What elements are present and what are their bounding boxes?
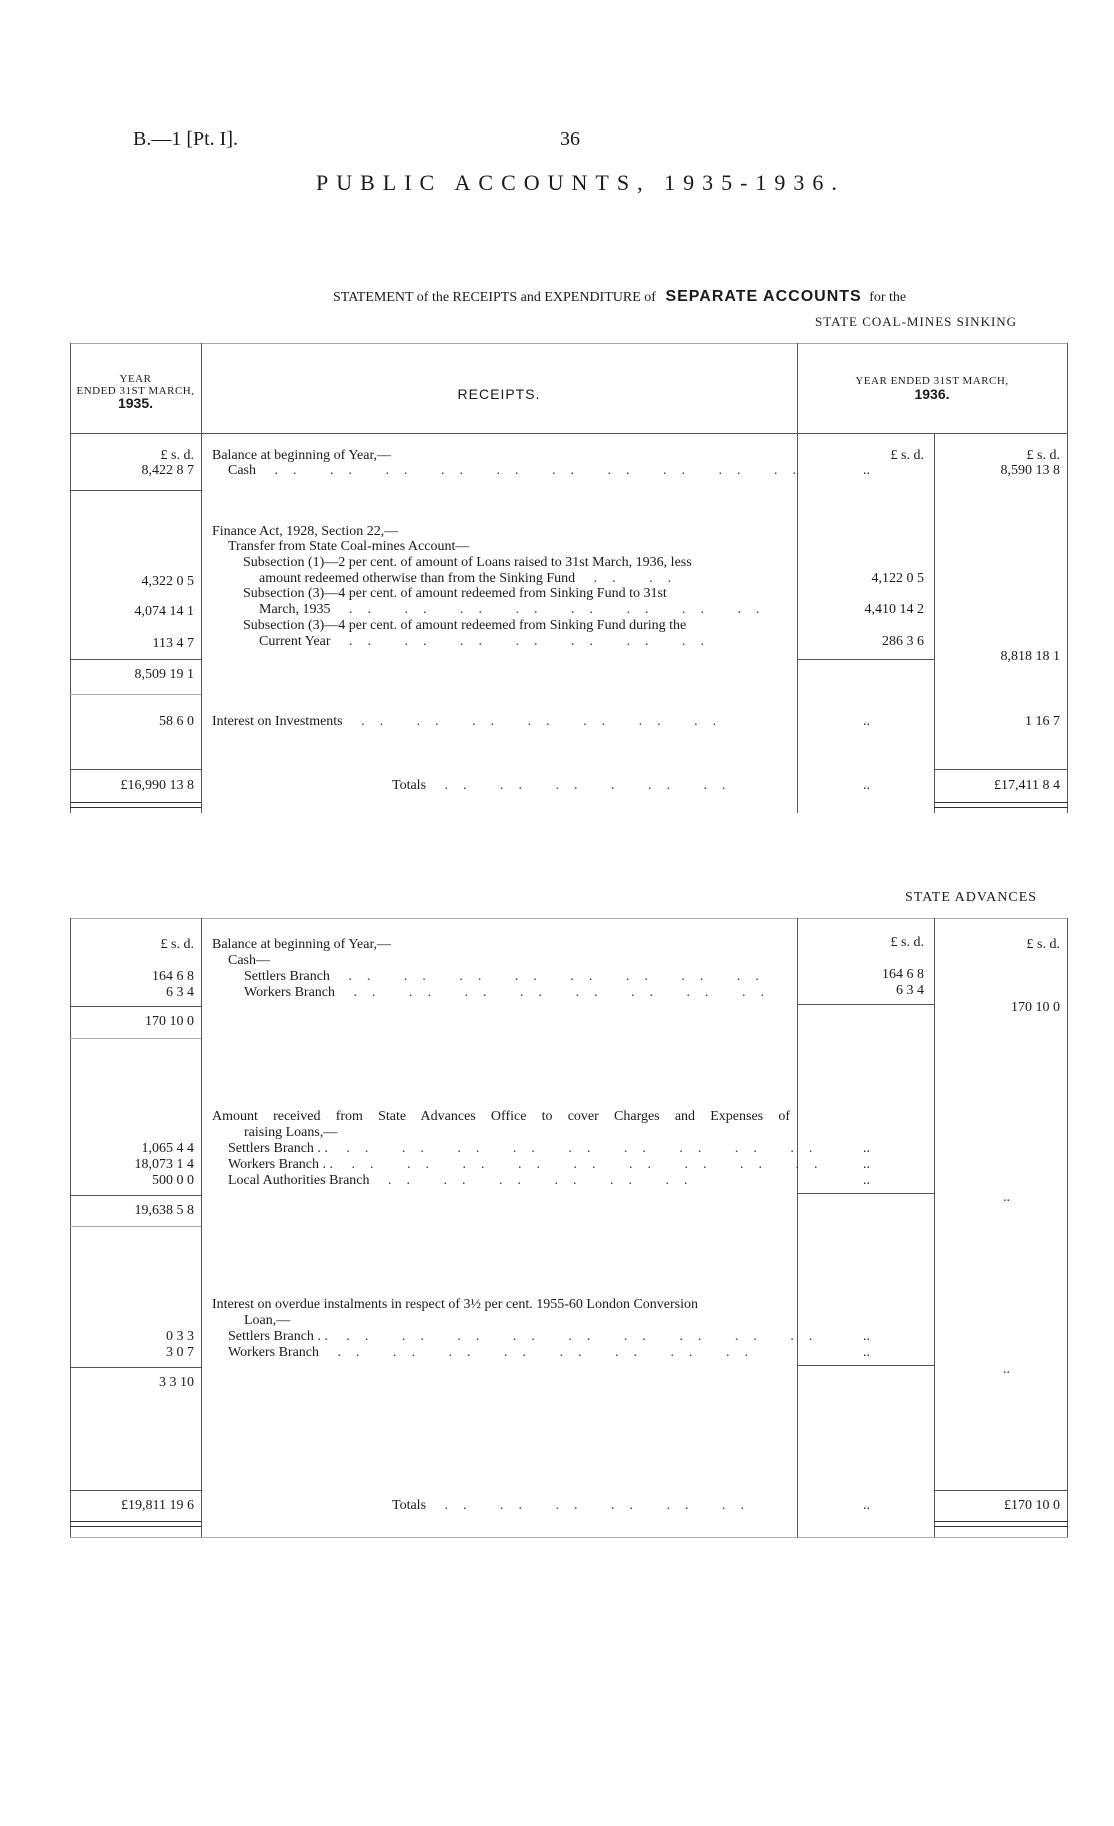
cash-text: Cash — [228, 463, 256, 478]
subsection-3-line1: Subsection (3)—4 per cent. of amount redeemed from Sinking Fund during the — [243, 618, 687, 633]
subsection-2-line1: Subsection (3)—4 per cent. of amount redeemed from Sinking Fund to 31st — [243, 586, 667, 601]
amount-cell: .. — [863, 1345, 870, 1360]
rule — [70, 1006, 201, 1007]
settlers-label — [244, 969, 774, 985]
page-number: 36 — [560, 128, 580, 150]
unit-label: £ s. d. — [890, 448, 924, 463]
leader-dots: .. .. .. .. .. .. .. — [342, 714, 732, 729]
amount-cell: 4,410 14 2 — [864, 602, 924, 617]
account-name: STATE COAL-MINES SINKING — [815, 314, 1018, 329]
totals-label — [392, 778, 741, 794]
settlers-text: Settlers Branch — [244, 969, 330, 984]
unit-label: £ s. d. — [160, 448, 194, 463]
amount-cell: .. — [1003, 1190, 1010, 1205]
leader-dots: .. .. .. .. .. .. .. .. — [319, 1345, 764, 1360]
rule — [70, 918, 1068, 919]
amount-cell: .. — [863, 463, 870, 478]
amount-cell: .. — [863, 778, 870, 793]
header-year-right: 1936. — [914, 386, 950, 402]
leader-dots: .. .. .. .. .. .. — [369, 1173, 703, 1188]
balance-label: Balance at beginning of Year,— — [212, 448, 392, 463]
rule — [70, 694, 201, 695]
amount-grand-total: £17,411 8 4 — [994, 778, 1060, 793]
leader-dots: .. .. .. .. .. .. — [426, 1498, 760, 1513]
double-rule — [934, 802, 1068, 808]
leader-dots: .. .. .. .. .. .. .. .. — [335, 985, 780, 1000]
int-settlers-text: Settlers Branch . . — [228, 1329, 328, 1344]
amount-total: 170 10 0 — [1011, 1000, 1060, 1015]
amount-cell: .. — [863, 1141, 870, 1156]
amt-local-text: Local Authorities Branch — [228, 1173, 370, 1188]
amount-grand-total: £170 10 0 — [1004, 1498, 1060, 1513]
balance-label: Balance at beginning of Year,— — [212, 937, 392, 952]
double-rule — [70, 802, 201, 808]
cash-label: Cash— — [228, 953, 270, 968]
int-workers-label — [228, 1345, 763, 1361]
rule — [70, 1038, 201, 1039]
page-reference: B.—1 [Pt. I]. — [133, 128, 238, 150]
sub1-text: amount redeemed otherwise than from the Sinking Fund — [259, 571, 576, 586]
amt-workers-text: Workers Branch . . — [228, 1157, 334, 1172]
amount-cell: 0 3 3 — [166, 1329, 194, 1344]
rule — [70, 1537, 1068, 1538]
leader-dots: .. .. .. . .. .. — [426, 778, 741, 793]
statement-heading-c: for the — [869, 290, 907, 305]
rule — [797, 659, 934, 660]
interest-text: Interest on Investments — [212, 714, 343, 729]
totals-label — [392, 1498, 759, 1514]
amount-cell: 18,073 1 4 — [134, 1157, 194, 1172]
leader-dots: .. .. .. .. .. .. .. .. .. — [327, 1141, 828, 1156]
amount-cell: .. — [863, 1157, 870, 1172]
amount-received-line2: raising Loans,— — [244, 1125, 338, 1140]
interest-label — [212, 714, 731, 730]
col-rule — [1067, 343, 1068, 813]
amount-cell: 8,590 13 8 — [1000, 463, 1060, 478]
col-rule — [934, 918, 935, 1538]
interest-overdue-line2: Loan,— — [244, 1313, 291, 1328]
amount-cell: 8,422 8 7 — [141, 463, 194, 478]
rule — [934, 769, 1068, 770]
amt-local-label — [228, 1173, 703, 1189]
amt-workers-label — [228, 1157, 833, 1173]
totals-text: Totals — [392, 1498, 427, 1513]
amt-settlers-label — [228, 1141, 827, 1157]
amount-cell: 6 3 4 — [896, 983, 924, 998]
amount-cell: 164 6 8 — [152, 969, 194, 984]
col-rule — [70, 343, 71, 813]
col-rule — [201, 918, 202, 1538]
amount-cell: 1 16 7 — [1025, 714, 1060, 729]
col-rule — [797, 918, 798, 1538]
leader-dots: .. .. .. .. .. .. .. .. .. .. — [256, 463, 811, 478]
workers-text: Workers Branch — [244, 985, 336, 1000]
header-year: 1935. — [117, 395, 154, 411]
workers-label — [244, 985, 779, 1001]
amount-total: 8,509 19 1 — [134, 667, 194, 682]
subsection-1-line1: Subsection (1)—2 per cent. of amount of Loans raised to 31st March, 1936, less — [243, 555, 692, 570]
sub3-text: Current Year — [259, 634, 331, 649]
unit-label: £ s. d. — [1026, 448, 1060, 463]
col-rule — [1067, 918, 1068, 1538]
header-receipts: RECEIPTS. — [457, 386, 541, 402]
amount-cell: .. — [863, 1329, 870, 1344]
subsection-3-line2 — [259, 634, 719, 650]
leader-dots: .. .. — [575, 571, 687, 586]
col-rule — [201, 343, 202, 813]
unit-label: £ s. d. — [1026, 937, 1060, 952]
amount-total: 3 3 10 — [159, 1375, 194, 1390]
rule — [70, 433, 1068, 434]
rule — [70, 1490, 201, 1491]
page-title: PUBLIC ACCOUNTS, 1935-1936. — [316, 170, 845, 195]
subsection-1-line2 — [259, 571, 686, 587]
amount-total: 8,818 18 1 — [1000, 649, 1060, 664]
unit-label: £ s. d. — [890, 935, 924, 950]
interest-overdue-line1: Interest on overdue instalments in respect of 3½ per cent. 1955-60 London Conversion — [212, 1297, 698, 1312]
rule — [797, 1193, 934, 1194]
amount-cell: 4,074 14 1 — [134, 604, 194, 619]
col-rule — [934, 433, 935, 813]
amount-total: 19,638 5 8 — [134, 1203, 194, 1218]
section-title: STATE ADVANCES — [905, 890, 1038, 905]
rule — [70, 490, 201, 491]
leader-dots: .. .. .. .. .. .. .. .. — [329, 969, 774, 984]
cash-label — [228, 463, 811, 479]
col-rule — [70, 918, 71, 1538]
double-rule — [934, 1521, 1068, 1527]
rule — [70, 1195, 201, 1196]
statement-heading — [333, 288, 906, 306]
amount-cell: 113 4 7 — [152, 636, 194, 651]
rule — [70, 769, 201, 770]
amount-cell: .. — [863, 714, 870, 729]
amount-cell: 500 0 0 — [152, 1173, 194, 1188]
amount-cell: .. — [1003, 1362, 1010, 1377]
amount-cell: 58 6 0 — [159, 714, 194, 729]
amount-total: 170 10 0 — [145, 1014, 194, 1029]
finance-act-label: Finance Act, 1928, Section 22,— — [212, 524, 399, 539]
amount-grand-total: £19,811 19 6 — [121, 1498, 194, 1513]
amount-received-line1: Amount received from State Advances Office to cover Charges and Expenses of — [212, 1109, 790, 1124]
amt-settlers-text: Settlers Branch . . — [228, 1141, 328, 1156]
unit-label: £ s. d. — [160, 937, 194, 952]
sub2-text: March, 1935 — [259, 602, 331, 617]
col-rule — [797, 343, 798, 813]
amount-cell: .. — [863, 1173, 870, 1188]
subsection-2-line2 — [259, 602, 775, 618]
header-year-word: YEAR — [119, 373, 152, 385]
leader-dots: .. .. .. .. .. .. .. — [330, 634, 720, 649]
rule — [70, 1226, 201, 1227]
amount-cell: 286 3 6 — [882, 634, 924, 649]
leader-dots: .. .. .. .. .. .. .. .. .. — [327, 1329, 828, 1344]
totals-text: Totals — [392, 778, 427, 793]
int-settlers-label — [228, 1329, 827, 1345]
rule — [934, 1490, 1068, 1491]
header-ended-right: YEAR ENDED 31ST MARCH, — [855, 375, 1009, 387]
leader-dots: .. .. .. .. .. .. .. .. .. — [333, 1157, 833, 1172]
amount-cell: 1,065 4 4 — [141, 1141, 194, 1156]
header-year-1936 — [797, 375, 1067, 401]
leader-dots: .. .. .. .. .. .. .. .. — [330, 602, 775, 617]
amount-cell: 3 0 7 — [166, 1345, 194, 1360]
rule — [70, 1367, 201, 1368]
double-rule — [70, 1521, 201, 1527]
rule — [70, 343, 1068, 344]
amount-cell: 4,122 0 5 — [871, 571, 924, 586]
amount-cell: 4,322 0 5 — [141, 574, 194, 589]
rule — [797, 1004, 934, 1005]
rule — [797, 1365, 934, 1366]
amount-grand-total: £16,990 13 8 — [120, 778, 194, 793]
statement-heading-a: STATEMENT of the RECEIPTS and EXPENDITURE of — [333, 290, 656, 305]
int-workers-text: Workers Branch — [228, 1345, 320, 1360]
header-ended: ENDED 31ST MARCH, — [76, 385, 195, 397]
amount-cell: 6 3 4 — [166, 985, 194, 1000]
transfer-label: Transfer from State Coal-mines Account— — [228, 539, 470, 554]
header-year-1935 — [70, 373, 201, 409]
amount-cell: .. — [863, 1498, 870, 1513]
amount-cell: 164 6 8 — [882, 967, 924, 982]
statement-heading-bold: SEPARATE ACCOUNTS — [665, 288, 862, 305]
rule — [70, 659, 201, 660]
